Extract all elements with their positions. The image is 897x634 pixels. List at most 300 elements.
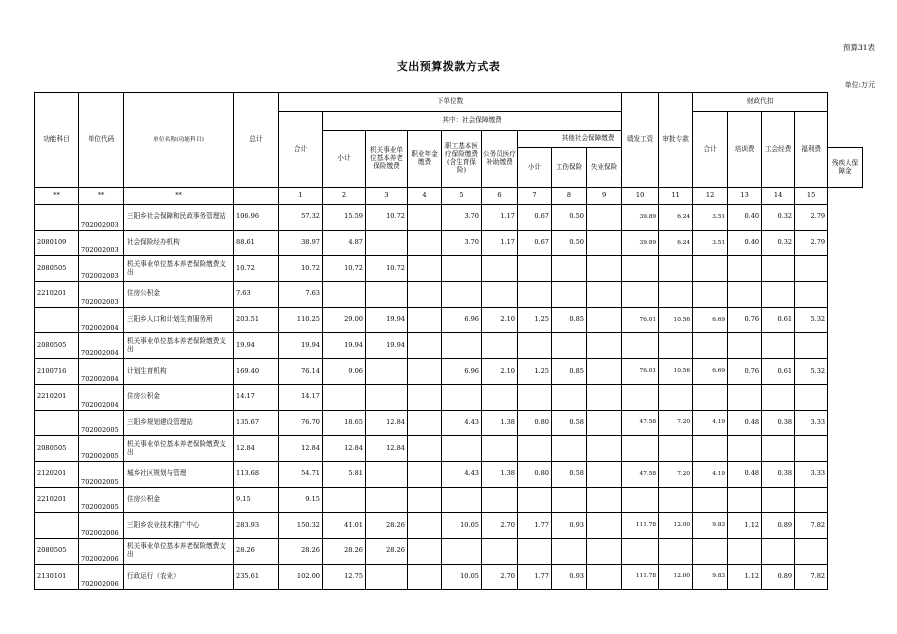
cell-total: 9.15 — [234, 487, 279, 513]
cell-c14 — [762, 487, 795, 513]
cell-c6: 2.70 — [482, 564, 518, 590]
cell-unit-name: 城乡社区规划与管理 — [124, 461, 234, 487]
cell-c13: 0.40 — [728, 230, 762, 256]
cell-c15 — [795, 487, 828, 513]
cell-c12 — [693, 384, 728, 410]
cell-c12 — [693, 282, 728, 308]
table-row — [35, 307, 863, 333]
cell-c9 — [587, 410, 622, 436]
header-audit-special: 审批专款 — [659, 93, 693, 188]
cell-c1: 110.25 — [279, 307, 323, 333]
cell-c7: 0.67 — [518, 230, 552, 256]
index-cell: 1 — [279, 188, 323, 205]
cell-c6: 2.10 — [482, 307, 518, 333]
cell-c12: 9.83 — [693, 564, 728, 590]
cell-c8 — [552, 487, 587, 513]
cell-c9 — [587, 230, 622, 256]
cell-c8: 0.85 — [552, 307, 587, 333]
cell-c2: 4.87 — [323, 230, 366, 256]
cell-c3 — [366, 230, 408, 256]
cell-c8: 0.85 — [552, 359, 587, 385]
cell-c6 — [482, 436, 518, 462]
table-row — [35, 384, 863, 410]
cell-c4 — [408, 333, 442, 359]
cell-c5 — [442, 282, 482, 308]
cell-c4 — [408, 307, 442, 333]
cell-c11: 7.20 — [659, 461, 693, 487]
cell-c5: 6.96 — [442, 307, 482, 333]
header-training: 培训费 — [728, 112, 762, 188]
cell-c13 — [728, 487, 762, 513]
cell-total: 283.93 — [234, 513, 279, 539]
header-fiscal-total: 合计 — [693, 112, 728, 188]
cell-func-subject — [35, 513, 79, 539]
cell-total: 28.26 — [234, 538, 279, 564]
cell-c14 — [762, 538, 795, 564]
cell-c15: 3.33 — [795, 410, 828, 436]
cell-c2: 5.81 — [323, 461, 366, 487]
cell-c15: 2.79 — [795, 205, 828, 231]
cell-c15 — [795, 333, 828, 359]
cell-c12: 6.69 — [693, 359, 728, 385]
cell-c9 — [587, 436, 622, 462]
table-row — [35, 513, 863, 539]
cell-c4 — [408, 384, 442, 410]
cell-unit-code: 702002006 — [79, 564, 124, 590]
table-row — [35, 538, 863, 564]
cell-c11 — [659, 436, 693, 462]
cell-c5: 10.05 — [442, 564, 482, 590]
cell-c4 — [408, 513, 442, 539]
cell-c10: 111.78 — [622, 513, 659, 539]
cell-unit-name: 机关事业单位基本养老保险缴费支出 — [124, 256, 234, 282]
cell-c3 — [366, 461, 408, 487]
cell-c9 — [587, 461, 622, 487]
header-subtotal: 小计 — [323, 131, 366, 188]
cell-c10 — [622, 384, 659, 410]
cell-c10: 76.01 — [622, 307, 659, 333]
cell-c14 — [762, 436, 795, 462]
cell-c8 — [552, 256, 587, 282]
cell-c11: 10.56 — [659, 307, 693, 333]
table-row — [35, 436, 863, 462]
cell-c15: 2.79 — [795, 230, 828, 256]
cell-c13: 0.76 — [728, 359, 762, 385]
cell-func-subject: 2080109 — [35, 230, 79, 256]
index-cell: 11 — [659, 188, 693, 205]
cell-c12: 3.51 — [693, 230, 728, 256]
cell-c8: 0.93 — [552, 513, 587, 539]
cell-c15 — [795, 384, 828, 410]
cell-unit-name: 住房公积金 — [124, 282, 234, 308]
cell-c14: 0.38 — [762, 461, 795, 487]
cell-func-subject: 2210201 — [35, 384, 79, 410]
cell-c15: 3.33 — [795, 461, 828, 487]
cell-c1: 10.72 — [279, 256, 323, 282]
index-row — [35, 188, 863, 205]
cell-c14: 0.32 — [762, 205, 795, 231]
cell-c15: 5.32 — [795, 359, 828, 385]
header-welfare: 福利费 — [795, 112, 828, 188]
index-cell: ** — [124, 188, 234, 205]
cell-c9 — [587, 513, 622, 539]
cell-c9 — [587, 538, 622, 564]
cell-c14: 0.32 — [762, 230, 795, 256]
cell-c1: 76.70 — [279, 410, 323, 436]
cell-c9 — [587, 384, 622, 410]
table-row — [35, 230, 863, 256]
cell-c12 — [693, 333, 728, 359]
cell-c4 — [408, 205, 442, 231]
cell-c2: 15.59 — [323, 205, 366, 231]
cell-unit-name: 计划生育机构 — [124, 359, 234, 385]
cell-c9 — [587, 256, 622, 282]
cell-c10 — [622, 333, 659, 359]
cell-c14 — [762, 282, 795, 308]
cell-c5: 4.43 — [442, 410, 482, 436]
unit-label: 单位:万元 — [844, 81, 875, 89]
cell-c10 — [622, 282, 659, 308]
cell-c15: 5.32 — [795, 307, 828, 333]
table-row — [35, 205, 863, 231]
cell-func-subject: 2080505 — [35, 256, 79, 282]
cell-c14: 0.61 — [762, 359, 795, 385]
cell-func-subject: 2100716 — [35, 359, 79, 385]
cell-c13: 0.48 — [728, 461, 762, 487]
cell-c8: 0.50 — [552, 205, 587, 231]
cell-c3: 12.84 — [366, 410, 408, 436]
cell-c1: 57.32 — [279, 205, 323, 231]
cell-c1: 9.15 — [279, 487, 323, 513]
header-total: 总计 — [234, 93, 279, 188]
index-cell: 9 — [587, 188, 622, 205]
cell-unit-code: 702002005 — [79, 410, 124, 436]
cell-total: 135.67 — [234, 410, 279, 436]
cell-c11: 10.56 — [659, 359, 693, 385]
cell-c10: 39.89 — [622, 205, 659, 231]
table-row — [35, 282, 863, 308]
header-org-pension: 机关事业单位基本养老保险缴费 — [366, 131, 408, 188]
cell-c1: 102.00 — [279, 564, 323, 590]
cell-c3: 10.72 — [366, 256, 408, 282]
cell-func-subject: 2210201 — [35, 282, 79, 308]
cell-c10 — [622, 256, 659, 282]
cell-c6: 1.17 — [482, 205, 518, 231]
cell-c2: 10.72 — [323, 256, 366, 282]
cell-c9 — [587, 564, 622, 590]
cell-c4 — [408, 538, 442, 564]
cell-c13 — [728, 384, 762, 410]
cell-c1: 38.97 — [279, 230, 323, 256]
cell-c10 — [622, 538, 659, 564]
cell-c11 — [659, 384, 693, 410]
header-occupational-annuity: 职业年金缴费 — [408, 131, 442, 188]
cell-unit-name: 三阳乡人口和计划生育服务所 — [124, 307, 234, 333]
cell-c12 — [693, 538, 728, 564]
cell-c14: 0.38 — [762, 410, 795, 436]
cell-c1: 14.17 — [279, 384, 323, 410]
cell-c2: 12.75 — [323, 564, 366, 590]
cell-c3: 28.26 — [366, 513, 408, 539]
cell-unit-code: 702002003 — [79, 230, 124, 256]
table-row — [35, 359, 863, 385]
cell-c7 — [518, 538, 552, 564]
header-injury: 工伤保险 — [552, 148, 587, 188]
cell-c11 — [659, 282, 693, 308]
cell-c4 — [408, 436, 442, 462]
header-union: 工会经费 — [762, 112, 795, 188]
cell-unit-code: 702002004 — [79, 307, 124, 333]
cell-c11: 12.00 — [659, 564, 693, 590]
cell-c10 — [622, 487, 659, 513]
cell-c5: 6.96 — [442, 359, 482, 385]
cell-c6 — [482, 256, 518, 282]
cell-c5: 10.05 — [442, 513, 482, 539]
cell-c14 — [762, 384, 795, 410]
cell-c7: 1.77 — [518, 564, 552, 590]
cell-c12: 4.19 — [693, 410, 728, 436]
cell-c12 — [693, 256, 728, 282]
cell-c14: 0.89 — [762, 513, 795, 539]
header-of-which-social: 其中：社会保障缴费 — [323, 112, 622, 131]
cell-unit-name: 机关事业单位基本养老保险缴费支出 — [124, 538, 234, 564]
cell-c1: 7.63 — [279, 282, 323, 308]
cell-c15 — [795, 256, 828, 282]
cell-c12: 3.51 — [693, 205, 728, 231]
cell-total: 19.94 — [234, 333, 279, 359]
cell-unit-name: 机关事业单位基本养老保险缴费支出 — [124, 436, 234, 462]
cell-c8: 0.58 — [552, 410, 587, 436]
cell-c2: 29.00 — [323, 307, 366, 333]
header-subtotal-main: 合计 — [279, 112, 323, 188]
index-cell: 2 — [323, 188, 366, 205]
cell-total: 88.61 — [234, 230, 279, 256]
cell-c5 — [442, 487, 482, 513]
cell-c9 — [587, 282, 622, 308]
cell-c4 — [408, 256, 442, 282]
index-cell: ** — [79, 188, 124, 205]
table-header — [35, 93, 863, 205]
cell-c1: 28.26 — [279, 538, 323, 564]
cell-c13: 1.12 — [728, 513, 762, 539]
index-cell: 10 — [622, 188, 659, 205]
cell-c7: 1.77 — [518, 513, 552, 539]
cell-c6: 1.38 — [482, 410, 518, 436]
cell-total: 235.61 — [234, 564, 279, 590]
cell-c7 — [518, 487, 552, 513]
cell-func-subject: 2080505 — [35, 333, 79, 359]
cell-c5: 3.70 — [442, 230, 482, 256]
budget-table — [34, 92, 863, 590]
header-other-subtotal: 小计 — [518, 148, 552, 188]
cell-unit-name: 住房公积金 — [124, 384, 234, 410]
cell-c11: 7.20 — [659, 410, 693, 436]
cell-c2: 18.65 — [323, 410, 366, 436]
cell-total: 106.96 — [234, 205, 279, 231]
cell-c10 — [622, 436, 659, 462]
cell-func-subject: 2210201 — [35, 487, 79, 513]
index-cell: 6 — [482, 188, 518, 205]
cell-c7: 0.80 — [518, 461, 552, 487]
cell-c1: 12.84 — [279, 436, 323, 462]
cell-c2: 41.01 — [323, 513, 366, 539]
cell-c9 — [587, 487, 622, 513]
cell-unit-name: 社会保险经办机构 — [124, 230, 234, 256]
cell-c14: 0.89 — [762, 564, 795, 590]
cell-c10: 111.78 — [622, 564, 659, 590]
cell-c8: 0.50 — [552, 230, 587, 256]
cell-c7: 0.80 — [518, 410, 552, 436]
cell-c8: 0.58 — [552, 461, 587, 487]
cell-c4 — [408, 359, 442, 385]
cell-c13 — [728, 282, 762, 308]
cell-c6 — [482, 282, 518, 308]
cell-c5 — [442, 384, 482, 410]
cell-c10: 47.58 — [622, 461, 659, 487]
cell-c4 — [408, 461, 442, 487]
cell-c2: 28.26 — [323, 538, 366, 564]
cell-func-subject — [35, 307, 79, 333]
cell-c8 — [552, 436, 587, 462]
cell-c10: 76.01 — [622, 359, 659, 385]
cell-c9 — [587, 333, 622, 359]
cell-c8 — [552, 282, 587, 308]
cell-c12 — [693, 487, 728, 513]
cell-unit-code: 702002005 — [79, 461, 124, 487]
cell-c5 — [442, 538, 482, 564]
table-row — [35, 410, 863, 436]
cell-c7 — [518, 436, 552, 462]
cell-c7: 1.25 — [518, 307, 552, 333]
cell-c11: 12.00 — [659, 513, 693, 539]
cell-c4 — [408, 487, 442, 513]
cell-c15 — [795, 538, 828, 564]
cell-func-subject: 2120201 — [35, 461, 79, 487]
cell-unit-code: 702002003 — [79, 282, 124, 308]
index-cell: 15 — [795, 188, 828, 205]
cell-c11 — [659, 333, 693, 359]
cell-c6 — [482, 487, 518, 513]
cell-unit-code: 702002004 — [79, 333, 124, 359]
cell-func-subject: 2130101 — [35, 564, 79, 590]
cell-c13 — [728, 333, 762, 359]
cell-total: 12.84 — [234, 436, 279, 462]
cell-c5: 3.70 — [442, 205, 482, 231]
cell-c11: 6.24 — [659, 205, 693, 231]
table-row — [35, 487, 863, 513]
cell-c8 — [552, 333, 587, 359]
cell-c4 — [408, 230, 442, 256]
cell-unit-code: 702002006 — [79, 513, 124, 539]
header-civil-medical: 公务员医疗补助缴费 — [482, 131, 518, 188]
cell-c7 — [518, 384, 552, 410]
header-performance-wage: 绩发工资 — [622, 93, 659, 188]
cell-c14 — [762, 256, 795, 282]
header-unit-code: 单位代码 — [79, 93, 124, 188]
cell-c14: 0.61 — [762, 307, 795, 333]
header-func-subject: 功能科目 — [35, 93, 79, 188]
cell-c15 — [795, 436, 828, 462]
cell-c3 — [366, 384, 408, 410]
table-code: 预算31表 — [842, 43, 875, 52]
cell-c7 — [518, 333, 552, 359]
index-cell: 8 — [552, 188, 587, 205]
cell-c1: 54.71 — [279, 461, 323, 487]
cell-unit-code: 702002005 — [79, 487, 124, 513]
cell-c15: 7.82 — [795, 513, 828, 539]
cell-unit-name: 三阳乡农业技术推广中心 — [124, 513, 234, 539]
cell-c3: 28.26 — [366, 538, 408, 564]
cell-unit-name: 机关事业单位基本养老保险缴费支出 — [124, 333, 234, 359]
cell-total: 113.68 — [234, 461, 279, 487]
index-cell: ** — [35, 188, 79, 205]
cell-c4 — [408, 282, 442, 308]
cell-c6: 2.10 — [482, 359, 518, 385]
cell-c9 — [587, 205, 622, 231]
cell-c12 — [693, 436, 728, 462]
cell-c3: 12.84 — [366, 436, 408, 462]
header-employee-medical: 职工基本医疗保险缴费(含生育保险) — [442, 131, 482, 188]
index-cell: 5 — [442, 188, 482, 205]
cell-total: 203.51 — [234, 307, 279, 333]
cell-total: 10.72 — [234, 256, 279, 282]
cell-c2 — [323, 384, 366, 410]
header-unemployment: 失业保险 — [587, 148, 622, 188]
cell-c13: 0.40 — [728, 205, 762, 231]
cell-c6 — [482, 384, 518, 410]
cell-c7 — [518, 256, 552, 282]
cell-c12: 9.83 — [693, 513, 728, 539]
header-disabled: 残疾人保障金 — [828, 148, 863, 188]
index-cell: 3 — [366, 188, 408, 205]
cell-c3 — [366, 359, 408, 385]
cell-unit-name: 三阳乡规划建设管理站 — [124, 410, 234, 436]
table-row — [35, 256, 863, 282]
cell-unit-code: 702002003 — [79, 205, 124, 231]
index-cell: 14 — [762, 188, 795, 205]
cell-unit-name: 三阳乡社会保障和民政事务管理站 — [124, 205, 234, 231]
cell-c14 — [762, 333, 795, 359]
cell-unit-code: 702002003 — [79, 256, 124, 282]
cell-func-subject — [35, 205, 79, 231]
cell-total: 7.63 — [234, 282, 279, 308]
cell-c2: 12.84 — [323, 436, 366, 462]
cell-c9 — [587, 359, 622, 385]
cell-c15 — [795, 282, 828, 308]
cell-func-subject — [35, 410, 79, 436]
cell-c2 — [323, 282, 366, 308]
header-lower-units: 下单位数 — [279, 93, 622, 112]
cell-c3 — [366, 564, 408, 590]
cell-c7 — [518, 282, 552, 308]
index-cell: 4 — [408, 188, 442, 205]
cell-c13: 0.76 — [728, 307, 762, 333]
cell-c10: 39.89 — [622, 230, 659, 256]
cell-c1: 150.32 — [279, 513, 323, 539]
cell-c12: 4.19 — [693, 461, 728, 487]
cell-c11 — [659, 256, 693, 282]
cell-c9 — [587, 307, 622, 333]
cell-c15: 7.82 — [795, 564, 828, 590]
cell-c12: 6.69 — [693, 307, 728, 333]
cell-c11 — [659, 538, 693, 564]
index-cell: 7 — [518, 188, 552, 205]
cell-c8 — [552, 384, 587, 410]
cell-c13 — [728, 256, 762, 282]
cell-c7: 1.25 — [518, 359, 552, 385]
cell-c6: 2.70 — [482, 513, 518, 539]
cell-c6 — [482, 333, 518, 359]
